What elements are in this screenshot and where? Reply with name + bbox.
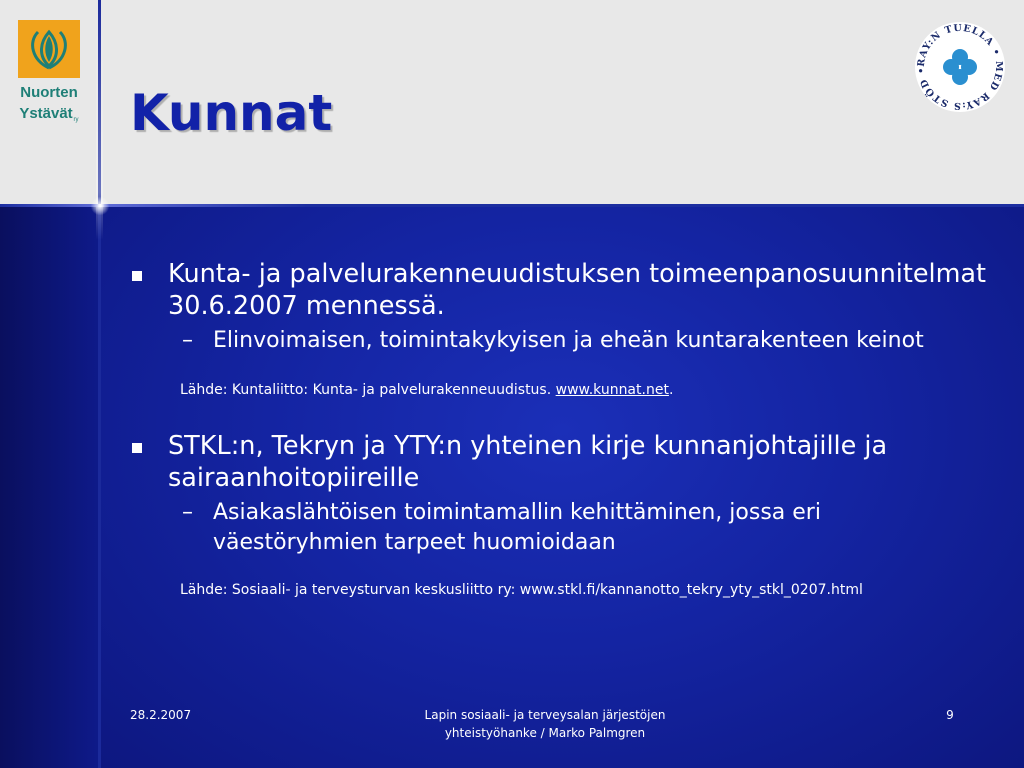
slide-title: Kunnat	[130, 84, 333, 142]
footer-author	[410, 706, 680, 742]
svg-text:Nuorten: Nuorten	[20, 84, 78, 101]
footer-line: Lapin sosiaali- ja terveysalan järjestöjen	[424, 708, 666, 722]
nuorten-ystavat-logo	[18, 20, 80, 130]
footer-date: 28.2.2007	[130, 708, 192, 722]
square-bullet-icon	[132, 271, 142, 281]
svg-text:Ystävät: Ystävät	[19, 105, 73, 122]
square-bullet-icon	[132, 443, 142, 453]
source-text: Lähde: Kuntaliitto: Kunta- ja palvelurakenneuudistus.	[180, 382, 556, 398]
source-link[interactable]: www.kunnat.net	[555, 382, 669, 398]
horizontal-divider	[0, 204, 1024, 207]
bullet-text: STKL:n, Tekryn ja YTY:n yhteinen kirje kunnanjohtajille ja sairaanhoitopiireille	[168, 431, 888, 493]
sub-bullet-text: Asiakaslähtöisen toimintamallin kehittäminen, jossa eri väestöryhmien tarpeet huomioidaan	[213, 500, 821, 555]
slide-content	[130, 258, 990, 600]
bullet-text: Kunta- ja palvelurakenneuudistuksen toimeenpanosuunnitelmat 30.6.2007 mennessä.	[168, 259, 987, 321]
svg-text:ry: ry	[73, 117, 79, 123]
source-note: Lähde: Sosiaali- ja terveysturvan keskusliitto ry: www.stkl.fi/kannanotto_tekry_yty_stkl_0207.html	[180, 582, 863, 598]
ray-logo	[913, 20, 1007, 114]
sparkle-icon	[89, 195, 111, 217]
source-note	[130, 380, 990, 400]
footer-line: yhteistyöhanke / Marko Palmgren	[444, 726, 646, 740]
dash-bullet: –	[182, 500, 193, 525]
bullet-item	[130, 258, 990, 322]
source-suffix: .	[668, 382, 674, 398]
left-column-band	[0, 205, 100, 768]
sub-bullet-item	[130, 326, 990, 356]
sub-bullet-item	[130, 498, 990, 558]
dash-bullet: –	[182, 328, 193, 353]
page-number: 9	[946, 708, 954, 722]
svg-text:RAY:N TUELLA • MED RAY:S STÖD: RAY:N TUELLA • MED RAY:S STÖD •	[915, 22, 1005, 112]
bullet-item	[130, 430, 990, 494]
sub-bullet-text: Elinvoimaisen, toimintakykyisen ja eheän kuntarakenteen keinot	[213, 328, 924, 353]
